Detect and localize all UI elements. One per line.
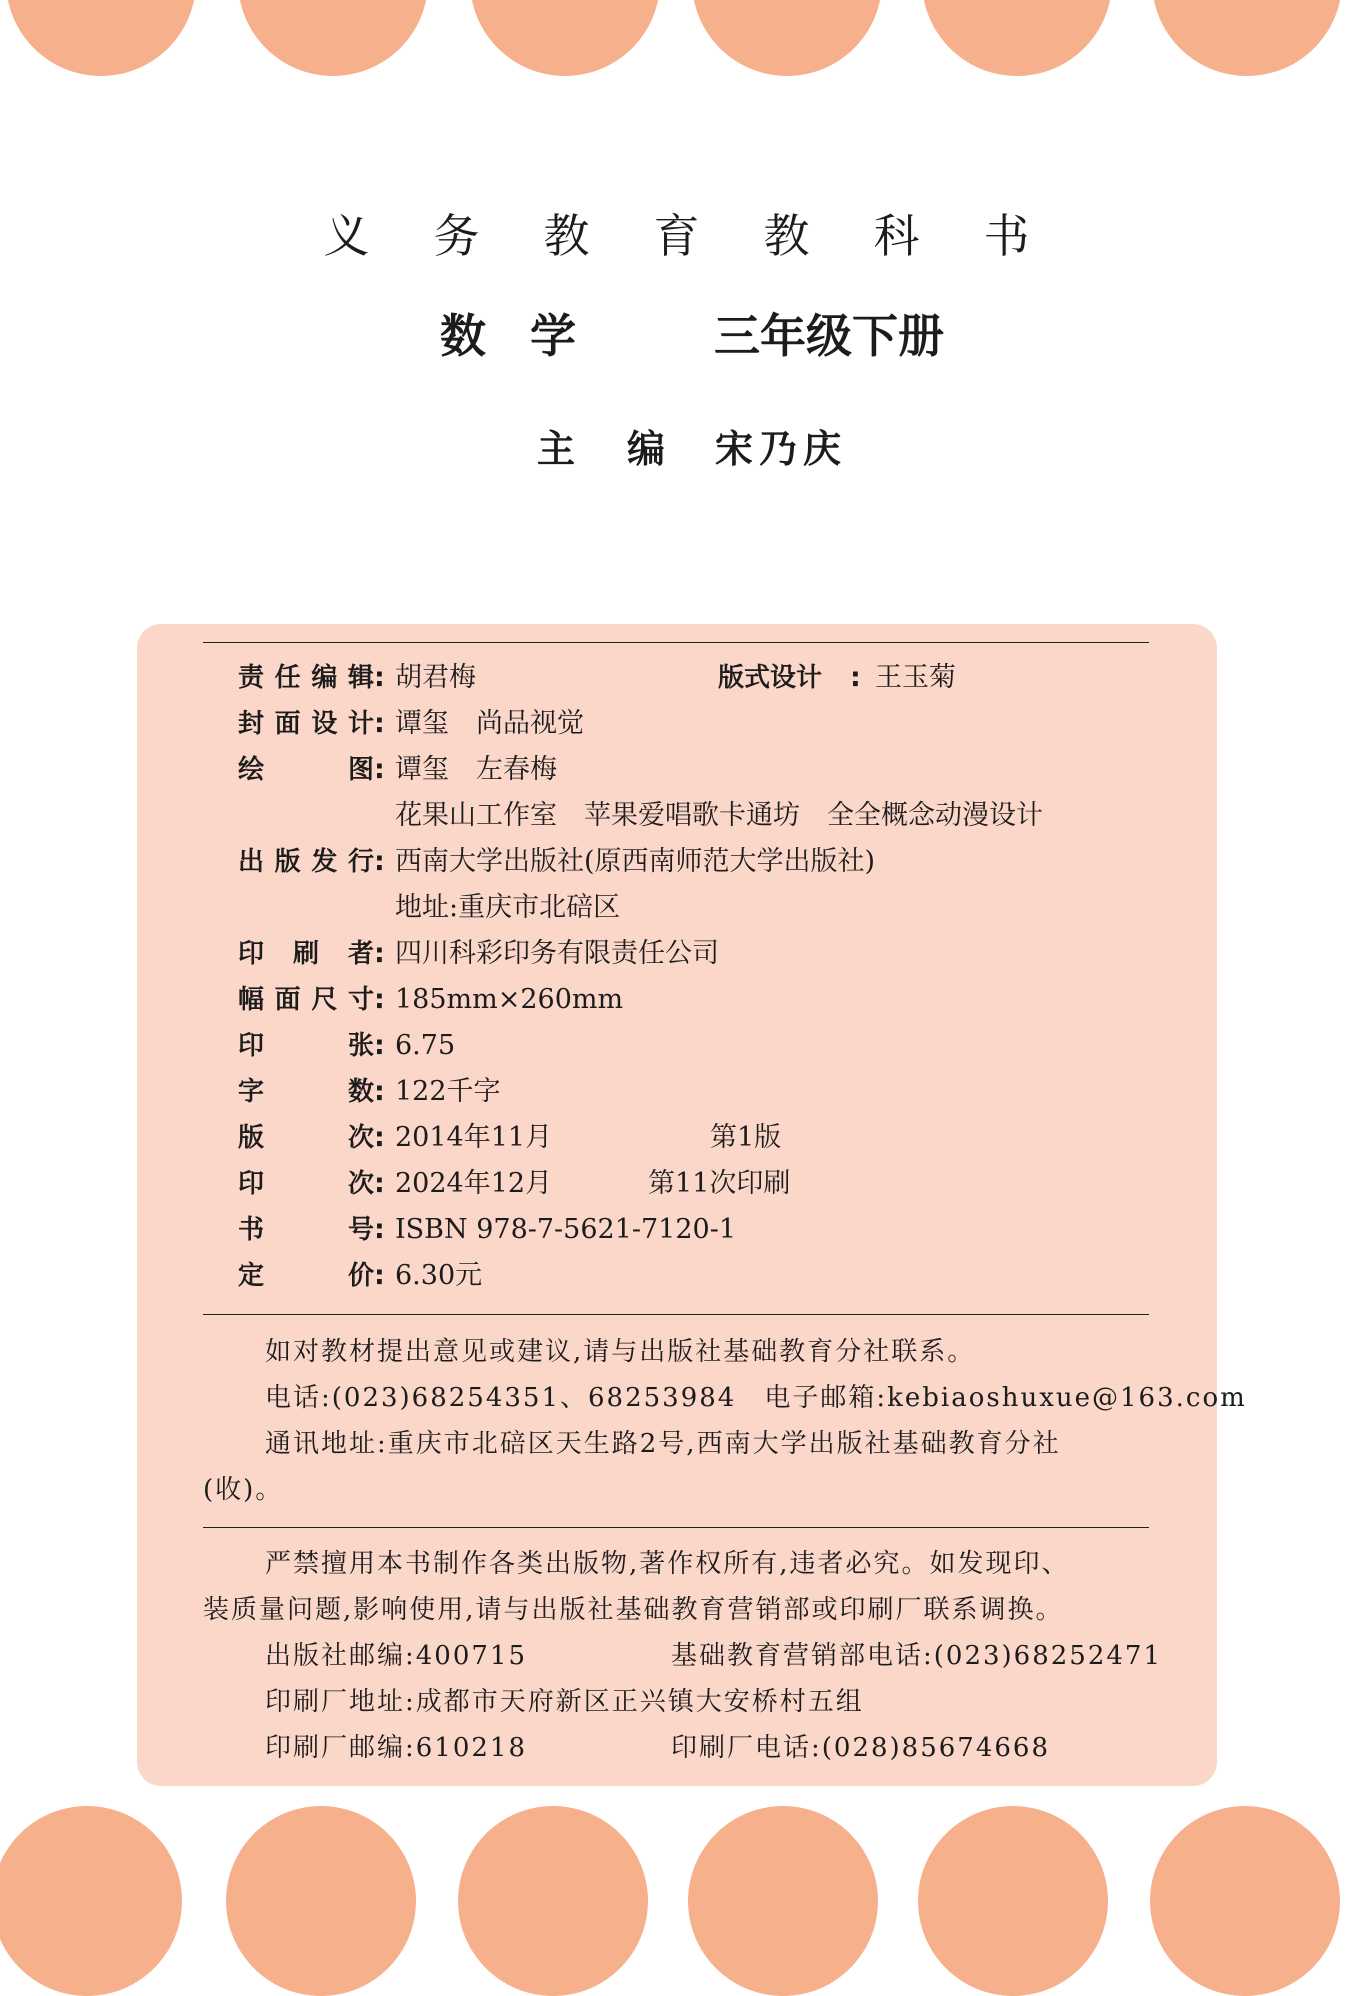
impression-value: 2024年12月 xyxy=(395,1168,553,1199)
marketing-phone: 基础教育营销部电话:(023)68252471 xyxy=(671,1641,1163,1671)
contact-line-2: 电话:(023)68254351、68253984 电子邮箱:kebiaoshuxue@163.com xyxy=(265,1383,1247,1413)
isbn-label: 书号 xyxy=(238,1215,374,1245)
printer-postcode: 印刷厂邮编:610218 xyxy=(265,1733,528,1763)
publisher-postcode: 出版社邮编:400715 xyxy=(265,1641,528,1671)
printer-phone: 印刷厂电话:(028)85674668 xyxy=(671,1733,1051,1763)
book-title xyxy=(0,300,1353,363)
cover-design-value: 谭玺 尚品视觉 xyxy=(395,708,584,739)
printer-label: 印刷者 xyxy=(238,939,374,969)
chief-editor-name: 宋乃庆 xyxy=(715,426,848,471)
decor-circle-bottom-2 xyxy=(226,1806,416,1996)
subject-title: 数学 xyxy=(440,309,620,363)
divider-top xyxy=(203,642,1149,643)
format-label: 幅面尺寸 xyxy=(238,985,374,1015)
impression-extra: 第11次印刷 xyxy=(648,1168,791,1199)
decor-circle-top-1 xyxy=(6,0,196,76)
layout-design-label: 版式设计 xyxy=(718,663,823,693)
layout-design-value: 王玉菊 xyxy=(875,662,956,693)
decor-circle-bottom-1 xyxy=(0,1806,182,1996)
price-label: 定价 xyxy=(238,1261,374,1291)
decor-circle-top-6 xyxy=(1152,0,1342,76)
illustration-value-2: 花果山工作室 苹果爱唱歌卡通坊 全全概念动漫设计 xyxy=(395,800,1043,831)
decor-circle-top-2 xyxy=(238,0,428,76)
word-count-label: 字数 xyxy=(238,1077,374,1107)
word-count-value: 122千字 xyxy=(395,1076,501,1107)
contact-line-4: (收)。 xyxy=(203,1475,284,1505)
divider-bottom xyxy=(203,1527,1149,1528)
cover-design-label: 封面设计 xyxy=(238,709,374,739)
decor-circle-bottom-5 xyxy=(918,1806,1108,1996)
grade-title: 三年级下册 xyxy=(714,309,944,363)
responsible-editor-value: 胡君梅 xyxy=(395,662,476,693)
decor-circle-bottom-4 xyxy=(688,1806,878,1996)
printer-value: 四川科彩印务有限责任公司 xyxy=(395,938,719,969)
decor-circle-top-5 xyxy=(922,0,1112,76)
sheets-label: 印张 xyxy=(238,1031,374,1061)
publisher-label: 出版发行 xyxy=(238,847,374,877)
chief-editor-role: 主编 xyxy=(537,426,718,471)
publisher-value: 西南大学出版社(原西南师范大学出版社) xyxy=(395,846,876,877)
decor-circle-bottom-3 xyxy=(458,1806,648,1996)
contact-line-1: 如对教材提出意见或建议,请与出版社基础教育分社联系。 xyxy=(265,1337,976,1367)
sheets-value: 6.75 xyxy=(395,1030,456,1061)
printer-address: 印刷厂地址:成都市天府新区正兴镇大安桥村五组 xyxy=(265,1687,864,1717)
impression-label: 印次 xyxy=(238,1169,374,1199)
decor-circle-bottom-6 xyxy=(1150,1806,1340,1996)
responsible-editor-label: 责任编辑 xyxy=(238,663,374,693)
illustration-value: 谭玺 左春梅 xyxy=(395,754,557,785)
copyright-line-1: 严禁擅用本书制作各类出版物,著作权所有,违者必究。如发现印、 xyxy=(265,1549,1070,1579)
copyright-line-2: 装质量问题,影响使用,请与出版社基础教育营销部或印刷厂联系调换。 xyxy=(203,1595,1064,1625)
contact-line-3: 通讯地址:重庆市北碚区天生路2号,西南大学出版社基础教育分社 xyxy=(265,1429,1061,1459)
format-value: 185mm×260mm xyxy=(395,984,624,1015)
edition-extra: 第1版 xyxy=(710,1122,782,1153)
decor-circle-top-4 xyxy=(692,0,882,76)
isbn-value: ISBN 978-7-5621-7120-1 xyxy=(395,1214,737,1245)
illustration-label: 绘图 xyxy=(238,755,374,785)
colophon-panel: 责任编辑 : 胡君梅 版式设计 : 王玉菊 封面设计 : 谭玺 尚品视觉 绘图 : 谭玺 左春梅 花果山工作室 苹果爱唱歌卡通坊 全全概念动漫设计 出版发行 : 西南大学出版社(原西南师范大学出版社) 地址:重庆市北碚区 印刷者 : 四川科彩印务有限责任公司 幅面尺寸 : 185mm×260mm 印张 : 6.75 字数 : 122千字 版次 : 2014年11月 第1版 印次 : 2024年12月 第11次印刷 书号 : ISBN 978-7-5621-7120-1 定价 : 6.30元 如对教材提出意见或建议,请与出版社基础教育分社联系。 电话:(023)68254351、68253984 电子邮箱:kebiaoshuxue@163.com 通讯地址:重庆市北碚区天生路2号,西南大学出版社基础教育分社 (收)。 严禁擅用本书制作各类出版物,著作权所有,违者必究。如发现印、 装质量问题,影响使用,请与出版社基础教育营销部或印刷厂联系调换。 出版社邮编:400715 基础教育营销部电话:(023)68252471 印刷厂地址:成都市天府新区正兴镇大安桥村五组 印刷厂邮编:610218 印刷厂电话:(028)85674668 xyxy=(137,624,1217,1786)
edition-label: 版次 xyxy=(238,1123,374,1153)
divider-middle xyxy=(203,1314,1149,1315)
publisher-address: 地址:重庆市北碚区 xyxy=(395,892,621,923)
chief-editor xyxy=(0,418,1353,471)
edition-value: 2014年11月 xyxy=(395,1122,553,1153)
price-value: 6.30元 xyxy=(395,1260,483,1291)
decor-circle-top-3 xyxy=(470,0,660,76)
series-title: 义务教育教科书 xyxy=(323,209,1094,263)
